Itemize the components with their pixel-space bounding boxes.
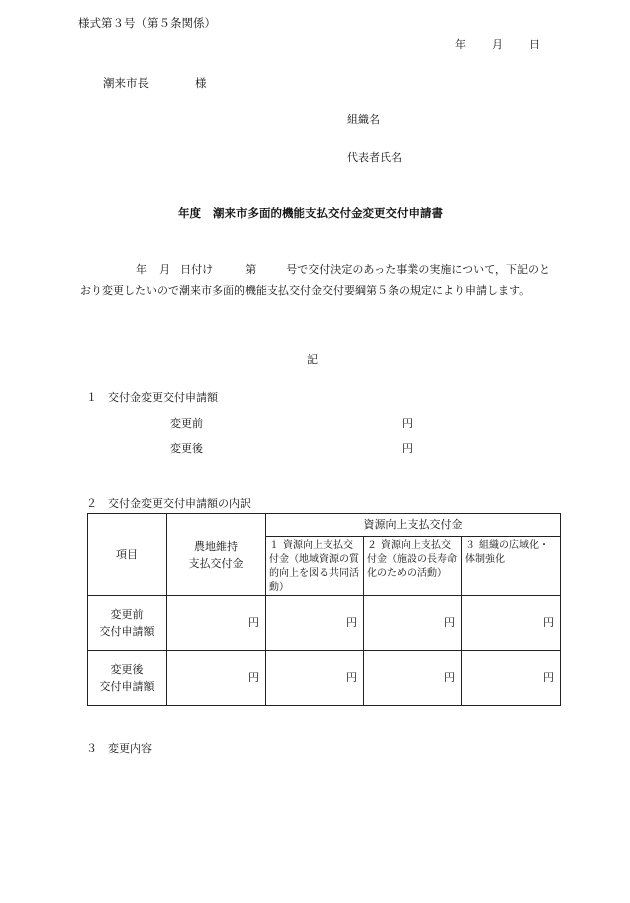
date-month-label: 月 — [492, 38, 503, 51]
row-after-line1: 変更後 — [110, 663, 144, 676]
date-day-label: 日 — [529, 38, 540, 51]
date-line — [455, 37, 540, 52]
row-before-line2: 交付申請額 — [99, 625, 155, 638]
addressee-honorific: 様 — [195, 76, 207, 90]
sub-column-2-header — [364, 537, 462, 596]
sub-column-3-header — [462, 537, 561, 596]
row-label-before — [88, 596, 167, 651]
resource-improvement-header: 資源向上支払交付金 — [266, 514, 561, 537]
row-after-line2: 交付申請額 — [99, 680, 155, 693]
section2-heading: ２ 交付金変更交付申請額の内訳 — [86, 497, 251, 510]
body-month: 月 — [159, 263, 171, 276]
section1-heading: １ 交付金変更交付申請額 — [86, 391, 218, 404]
after-sub2-amount[interactable]: 円 — [364, 651, 462, 706]
item-header: 項目 — [88, 514, 167, 596]
body-dated: 日付け — [180, 263, 214, 276]
before-change-unit: 円 — [402, 417, 413, 430]
representative-name-label: 代表者氏名 — [347, 151, 402, 164]
title-year-label: 年度 — [178, 206, 201, 220]
after-farmland-amount[interactable]: 円 — [167, 651, 266, 706]
body-sentence: 号で交付決定のあった事業の実施について，下記のとおり変更したいので潮来市多面的機能支払交付金交付要綱第５条の規定により申請します。 — [80, 263, 551, 297]
row-before-line1: 変更前 — [110, 608, 144, 621]
sub2-text: 資源向上支払交付金（施設の長寿命化のための活動） — [367, 540, 457, 579]
addressee-name: 潮来市長 — [103, 76, 149, 90]
sub3-text: 組織の広域化・体制強化 — [465, 540, 549, 565]
sub1-number: １ — [269, 540, 279, 551]
row-label-after — [88, 651, 167, 706]
before-sub2-amount[interactable]: 円 — [364, 596, 462, 651]
before-farmland-amount[interactable]: 円 — [167, 596, 266, 651]
body-year: 年 — [136, 263, 148, 276]
section3-heading: ３ 変更内容 — [86, 742, 152, 755]
body-paragraph — [80, 259, 550, 301]
after-change-label: 変更後 — [170, 442, 203, 455]
before-change-label: 変更前 — [170, 417, 203, 430]
sub1-text: 資源向上支払交付金（地域資源の質的向上を図る共同活動） — [269, 540, 359, 593]
title-main: 潮来市多面的機能支払交付金変更交付申請書 — [213, 206, 443, 220]
after-sub1-amount[interactable]: 円 — [266, 651, 364, 706]
breakdown-table — [87, 513, 561, 706]
table-row — [88, 596, 561, 651]
sub-column-1-header — [266, 537, 364, 596]
document-title — [178, 205, 443, 221]
before-sub1-amount[interactable]: 円 — [266, 596, 364, 651]
after-change-unit: 円 — [402, 442, 413, 455]
sub2-number: ２ — [367, 540, 377, 551]
before-sub3-amount[interactable]: 円 — [462, 596, 561, 651]
form-number: 様式第３号（第５条関係） — [78, 16, 216, 30]
farmland-maintenance-header — [167, 514, 266, 596]
after-sub3-amount[interactable]: 円 — [462, 651, 561, 706]
date-year-label: 年 — [455, 38, 466, 51]
ki-heading: 記 — [307, 353, 318, 366]
organization-name-label: 組織名 — [347, 113, 380, 126]
addressee — [103, 75, 207, 91]
farmland-header-line1: 農地維持 — [194, 539, 238, 553]
body-no-prefix: 第 — [245, 263, 257, 276]
sub3-number: ３ — [465, 540, 475, 551]
farmland-header-line2: 支払交付金 — [188, 556, 244, 570]
table-row — [88, 651, 561, 706]
